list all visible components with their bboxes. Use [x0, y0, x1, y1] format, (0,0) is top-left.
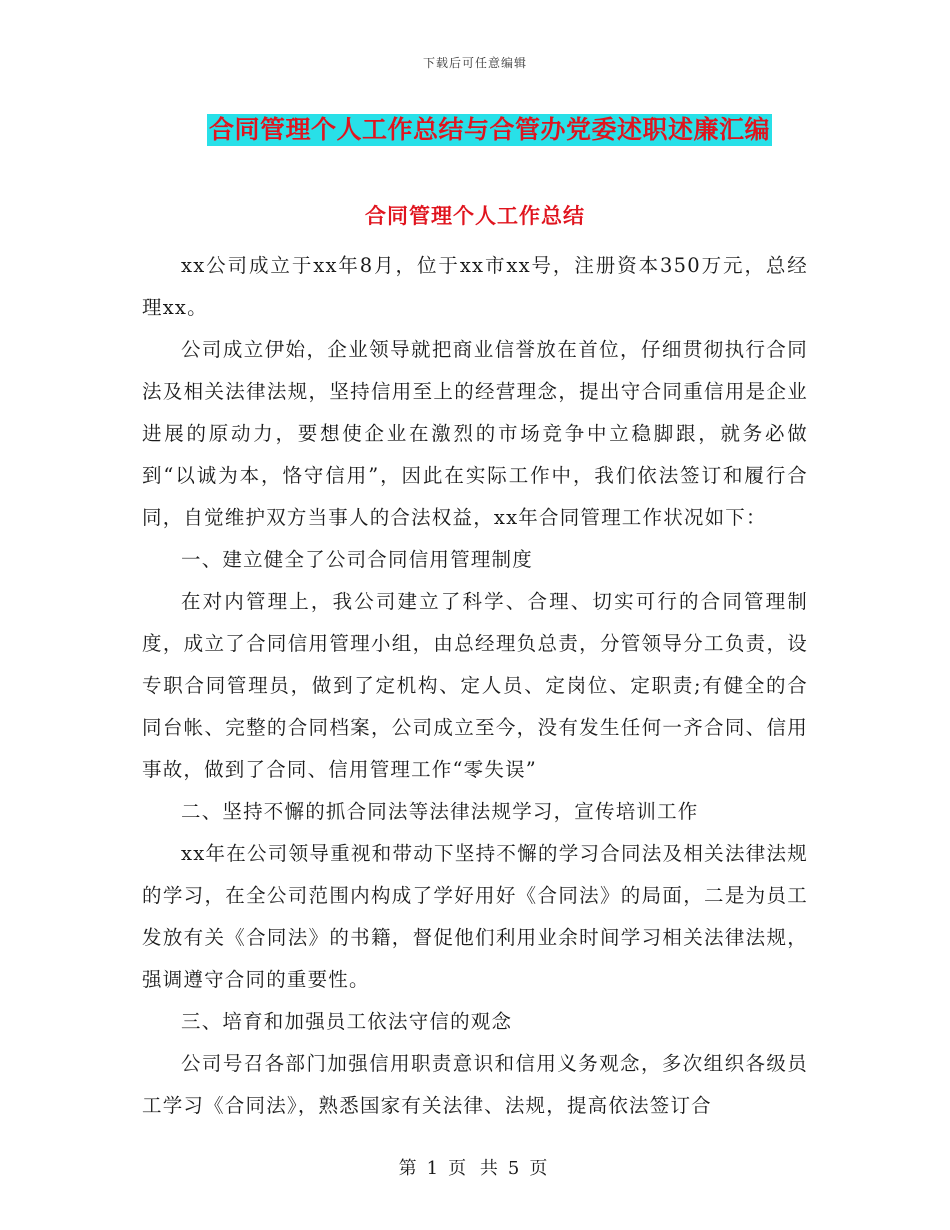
- paragraph: 在对内管理上，我公司建立了科学、合理、切实可行的合同管理制度，成立了合同信用管理小组，由总经理负总责，分管领导分工负责，设专职合同管理员，做到了定机构、定人员、定岗位、定职责;有健全的合同台帐、完整的合同档案，公司成立至今，没有发生任何一齐合同、信用事故，做到了合同、信用管理工作“零失误”: [142, 590, 808, 781]
- paragraph: xx年在公司领导重视和带动下坚持不懈的学习合同法及相关法律法规的学习，在全公司范围内构成了学好用好《合同法》的局面，二是为员工发放有关《合同法》的书籍，督促他们利用业余时间学习相关法律法规，强调遵守合同的重要性。: [142, 842, 808, 991]
- footer-prefix: 第: [398, 1158, 421, 1179]
- page-footer: [0, 1154, 950, 1180]
- footer-suffix: 页: [529, 1158, 552, 1179]
- paragraph: xx公司成立于xx年8月，位于xx市xx号，注册资本350万元，总经理xx。: [142, 254, 808, 319]
- document-title: 合同管理个人工作总结与合管办党委述职述廉汇编: [209, 115, 771, 144]
- section-heading: 三、培育和加强员工依法守信的观念: [181, 1010, 513, 1033]
- header-note: 下载后可任意编辑: [422, 56, 527, 70]
- document-body: [142, 245, 808, 1127]
- total-pages: 5: [507, 1158, 524, 1179]
- section-heading: 二、坚持不懈的抓合同法等法律法规学习，宣传培训工作: [181, 800, 699, 823]
- paragraph: 公司成立伊始，企业领导就把商业信誉放在首位，仔细贯彻执行合同法及相关法律法规，坚持信用至上的经营理念，提出守合同重信用是企业进展的原动力，要想使企业在激烈的市场竞争中立稳脚跟，就务必做到“以诚为本，恪守信用”，因此在实际工作中，我们依法签订和履行合同，自觉维护双方当事人的合法权益，xx年合同管理工作状况如下：: [142, 338, 808, 529]
- section-title: 合同管理个人工作总结: [365, 203, 585, 228]
- paragraph: 公司号召各部门加强信用职责意识和信用义务观念，多次组织各级员工学习《合同法》，熟悉国家有关法律、法规，提高依法签订合: [142, 1052, 808, 1117]
- section-heading: 一、建立健全了公司合同信用管理制度: [181, 548, 533, 571]
- footer-middle: 页 共: [448, 1158, 502, 1179]
- page-number: 1: [426, 1158, 443, 1179]
